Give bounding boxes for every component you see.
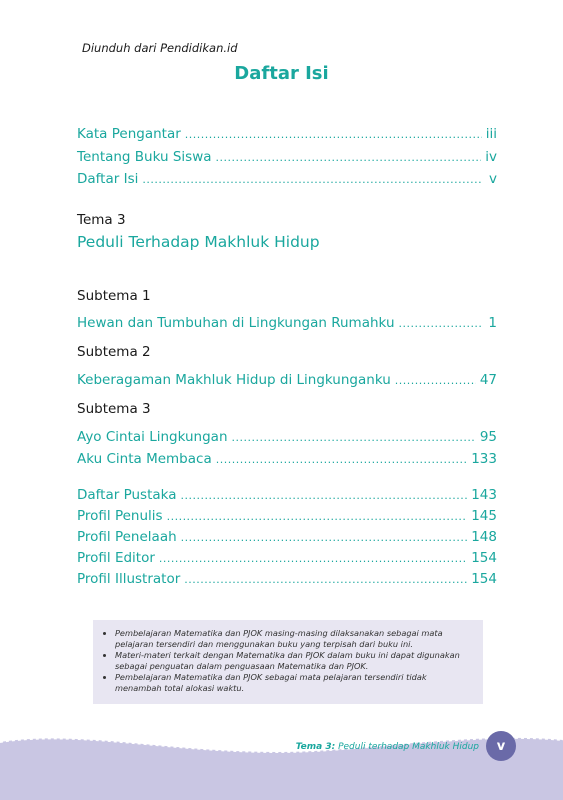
toc-entry-page: v: [489, 171, 497, 187]
page-title: Daftar Isi: [234, 63, 329, 84]
toc-entry-page: 145: [471, 508, 497, 524]
toc-entry-label: Daftar Isi: [77, 171, 139, 187]
subtheme-heading: Subtema 1: [77, 288, 151, 304]
toc-entry[interactable]: [77, 571, 497, 587]
toc-leader: [167, 510, 468, 523]
note-item: • Materi-materi terkait dengan Matematika dan PJOK dalam buku ini dapat digunakan sebagai penguatan dalam penguasaan Matematika dan PJOK.: [115, 650, 473, 672]
toc-leader: [216, 151, 482, 164]
toc-entry[interactable]: [77, 429, 497, 445]
toc-entry[interactable]: [77, 487, 497, 503]
note-item: • Pembelajaran Matematika dan PJOK sebagai mata pelajaran tersendiri tidak menambah total alokasi waktu.: [115, 672, 473, 694]
toc-entry-label: Profil Penelaah: [77, 529, 177, 545]
toc-leader: [181, 531, 468, 544]
toc-leader: [399, 317, 484, 330]
toc-entry[interactable]: [77, 315, 497, 331]
toc-entry[interactable]: [77, 149, 497, 165]
footer-theme-title: Peduli terhadap Makhluk Hidup: [338, 742, 479, 752]
subtheme-heading: Subtema 2: [77, 344, 151, 360]
toc-entry-label: Hewan dan Tumbuhan di Lingkungan Rumahku: [77, 315, 395, 331]
toc-entry-page: 148: [471, 529, 497, 545]
toc-entry-label: Aku Cinta Membaca: [77, 451, 212, 467]
theme-label: Tema 3: [77, 212, 126, 228]
toc-leader: [395, 374, 476, 387]
toc-entry-label: Profil Editor: [77, 550, 155, 566]
toc-entry-page: 154: [471, 571, 497, 587]
toc-entry[interactable]: [77, 550, 497, 566]
toc-leader: [216, 453, 468, 466]
toc-entry-page: iii: [485, 126, 497, 142]
toc-leader: [184, 573, 467, 586]
toc-entry[interactable]: [77, 508, 497, 524]
toc-entry-label: Daftar Pustaka: [77, 487, 177, 503]
footer-theme-label: Tema 3:: [295, 742, 336, 752]
toc-entry-page: iv: [485, 149, 497, 165]
toc-entry-page: 1: [488, 315, 497, 331]
note-item: • Pembelajaran Matematika dan PJOK masing-masing dilaksanakan sebagai mata pelajaran tersendiri dan menggunakan buku yang terpisah dari buku ini.: [115, 628, 473, 650]
toc-entry-label: Keberagaman Makhluk Hidup di Lingkunganku: [77, 372, 391, 388]
toc-entry[interactable]: [77, 451, 497, 467]
toc-leader: [159, 552, 467, 565]
toc-entry-page: 154: [471, 550, 497, 566]
toc-entry-label: Kata Pengantar: [77, 126, 181, 142]
footer-wave: [0, 730, 563, 800]
toc-entry[interactable]: [77, 171, 497, 187]
toc-entry-label: Tentang Buku Siswa: [77, 149, 212, 165]
watermark-text: Diunduh dari Pendidikan.id: [82, 41, 238, 55]
toc-leader: [185, 128, 482, 141]
toc-entry-label: Ayo Cintai Lingkungan: [77, 429, 228, 445]
toc-leader: [142, 173, 483, 186]
note-list: [103, 628, 473, 694]
note-box: [93, 620, 483, 704]
theme-title: Peduli Terhadap Makhluk Hidup: [77, 233, 320, 251]
toc-entry-page: 143: [471, 487, 497, 503]
toc-entry-label: Profil Penulis: [77, 508, 163, 524]
subtheme-heading: Subtema 3: [77, 401, 151, 417]
toc-leader: [232, 431, 476, 444]
toc-leader: [181, 489, 468, 502]
page-number-badge: v: [486, 731, 516, 761]
toc-entry-page: 47: [479, 372, 497, 388]
toc-entry-page: 95: [479, 429, 497, 445]
footer-theme-text: [296, 742, 479, 752]
toc-entry[interactable]: [77, 126, 497, 142]
toc-entry-label: Profil Illustrator: [77, 571, 181, 587]
toc-entry-page: 133: [471, 451, 497, 467]
toc-entry[interactable]: [77, 529, 497, 545]
toc-entry[interactable]: [77, 372, 497, 388]
